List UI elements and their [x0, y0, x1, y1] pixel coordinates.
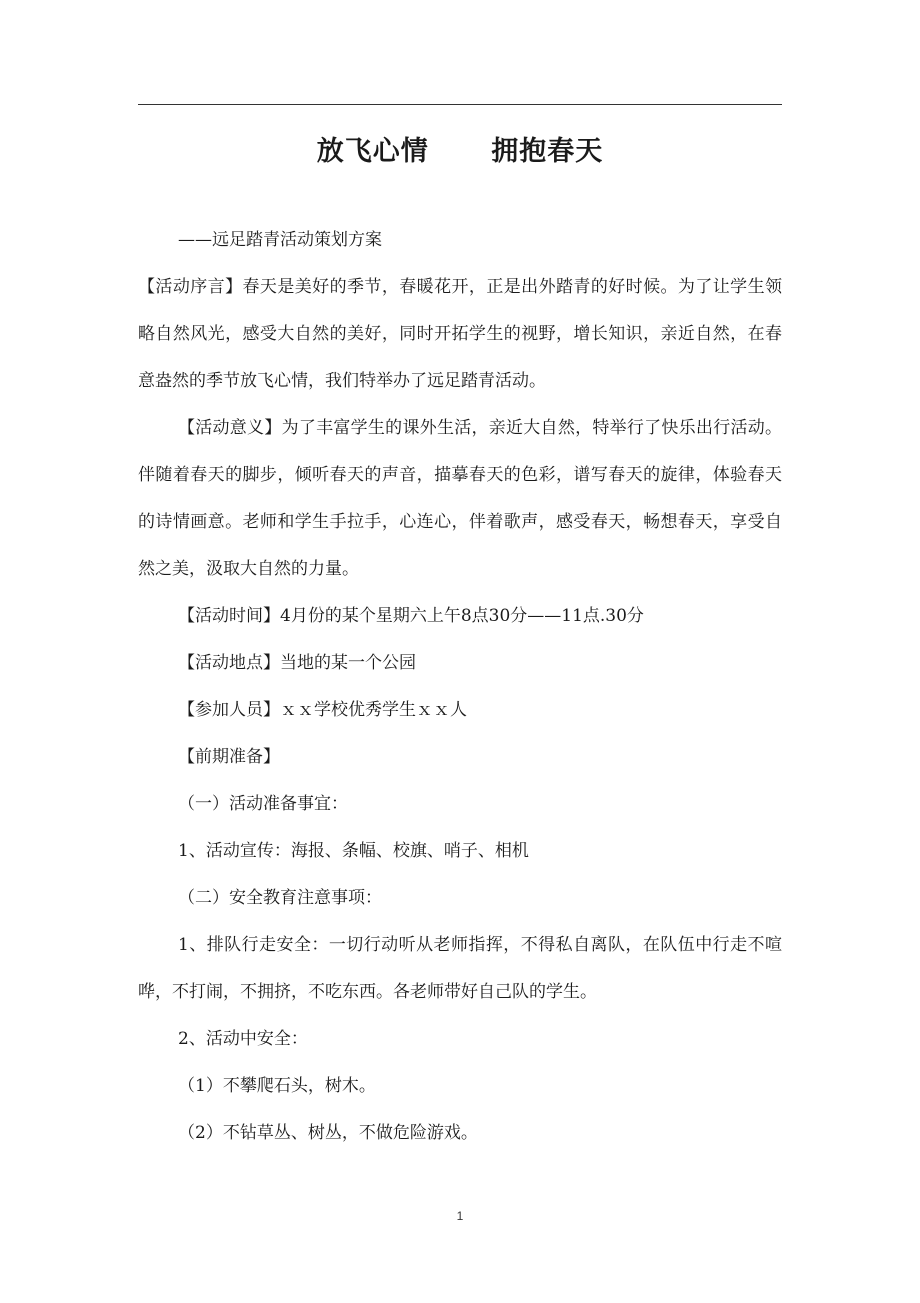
document-title: 放飞心情 拥抱春天	[316, 136, 604, 167]
document-subtitle: ——远足踏青活动策划方案	[178, 230, 382, 250]
paragraph-time: 【活动时间】4月份的某个星期六上午8点30分——11点.30分	[178, 606, 644, 626]
list-item-publicity: 1、活动宣传：海报、条幅、校旗、哨子、相机	[178, 841, 529, 861]
header-rule	[138, 104, 782, 105]
paragraph-preface: 【活动序言】春天是美好的季节，春暖花开，正是出外踏青的好时候。为了让学生领略自然风光，感受大自然的美好，同时开拓学生的视野，增长知识，亲近自然，在春意盎然的季节放飞心情，我们特举办了远足踏青活动。	[138, 277, 782, 391]
section-safety-education: （二）安全教育注意事项：	[178, 888, 382, 908]
paragraph-participants: 【参加人员】ｘｘ学校优秀学生ｘｘ人	[178, 700, 467, 720]
list-item-no-climbing: （1）不攀爬石头，树木。	[178, 1076, 376, 1096]
paragraph-preparation: 【前期准备】	[178, 747, 280, 767]
page-number: 1	[456, 1209, 464, 1223]
paragraph-location: 【活动地点】当地的某一个公园	[178, 653, 416, 673]
section-preparation-matters: （一）活动准备事宜：	[178, 794, 348, 814]
list-item-no-bushes: （2）不钻草丛、树丛，不做危险游戏。	[178, 1123, 478, 1143]
list-item-queue-safety: 1、排队行走安全：一切行动听从老师指挥，不得私自离队，在队伍中行走不喧哗，不打闹，不拥挤，不吃东西。各老师带好自己队的学生。	[138, 935, 782, 1002]
paragraph-significance: 【活动意义】为了丰富学生的课外生活，亲近大自然，特举行了快乐出行活动。伴随着春天的脚步，倾听春天的声音，描摹春天的色彩，谱写春天的旋律，体验春天的诗情画意。老师和学生手拉手，心连心，伴着歌声，感受春天，畅想春天，享受自然之美，汲取大自然的力量。	[138, 418, 782, 579]
list-item-activity-safety: 2、活动中安全：	[178, 1029, 308, 1049]
document-body	[138, 217, 782, 1157]
